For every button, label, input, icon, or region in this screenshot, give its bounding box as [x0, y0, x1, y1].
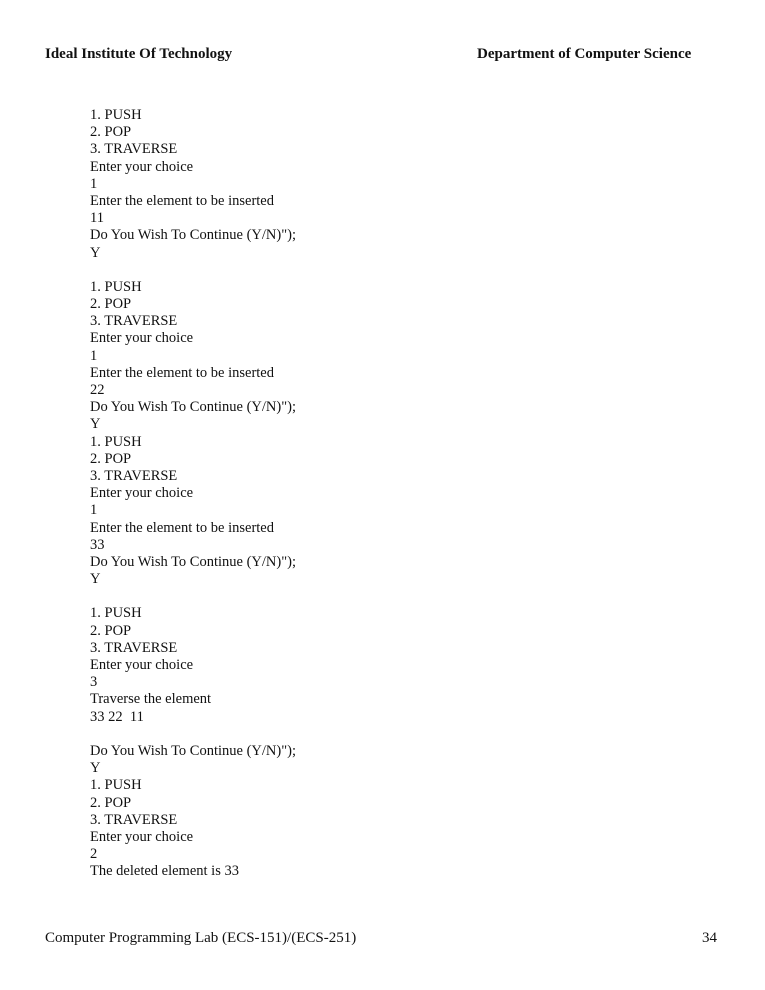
output-line: 1. PUSH — [90, 605, 142, 622]
output-line: 2. POP — [90, 296, 132, 313]
output-line — [90, 588, 650, 605]
output-line: Do You Wish To Continue (Y/N)"); — [90, 742, 296, 759]
output-line: 3. TRAVERSE — [90, 141, 178, 158]
output-line: Y — [90, 571, 101, 588]
header-department: Department of Computer Science — [477, 46, 692, 62]
output-line: 2 — [90, 846, 98, 863]
program-output — [90, 107, 650, 880]
output-line: Enter your choice — [90, 158, 194, 175]
output-line — [90, 726, 650, 743]
output-line: 1. PUSH — [90, 777, 142, 794]
output-line: 1. PUSH — [90, 278, 142, 295]
output-line: Enter your choice — [90, 828, 194, 845]
output-line: 2. POP — [90, 450, 132, 467]
output-line: Y — [90, 416, 101, 433]
output-line: Do You Wish To Continue (Y/N)"); — [90, 553, 296, 570]
output-line: 1. PUSH — [90, 433, 142, 450]
output-line: 1 — [90, 175, 98, 192]
output-line: Enter the element to be inserted — [90, 519, 274, 536]
output-line: Enter the element to be inserted — [90, 192, 274, 209]
output-line: 1 — [90, 347, 98, 364]
output-line: 3. TRAVERSE — [90, 467, 178, 484]
output-line: 3. TRAVERSE — [90, 811, 178, 828]
output-line: 3. TRAVERSE — [90, 639, 178, 656]
page-number: 34 — [702, 930, 717, 946]
output-line: 33 22 11 — [90, 708, 144, 725]
output-line: Enter your choice — [90, 330, 194, 347]
output-line: 3. TRAVERSE — [90, 313, 178, 330]
output-line: Traverse the element — [90, 691, 212, 708]
output-line: Y — [90, 760, 101, 777]
output-line: Y — [90, 244, 101, 261]
header-institute: Ideal Institute Of Technology — [45, 46, 233, 62]
output-line: 3 — [90, 674, 98, 691]
output-line: Do You Wish To Continue (Y/N)"); — [90, 399, 296, 416]
output-line: Enter your choice — [90, 657, 194, 673]
output-line — [90, 262, 650, 279]
output-line: Enter the element to be inserted — [90, 364, 274, 381]
output-line: 1 — [90, 502, 98, 519]
output-line: 2. POP — [90, 124, 132, 141]
footer-course: Computer Programming Lab (ECS-151)/(ECS-251) — [45, 930, 357, 946]
output-line: Do You Wish To Continue (Y/N)"); — [90, 227, 296, 244]
output-line: 2. POP — [90, 794, 132, 811]
output-line: 1. PUSH — [90, 107, 142, 123]
output-line: 33 — [90, 536, 105, 553]
output-line: The deleted element is 33 — [90, 863, 239, 880]
output-line: 11 — [90, 210, 104, 227]
output-line: 2. POP — [90, 622, 132, 639]
output-line: Enter your choice — [90, 485, 194, 502]
output-line: 22 — [90, 382, 105, 398]
